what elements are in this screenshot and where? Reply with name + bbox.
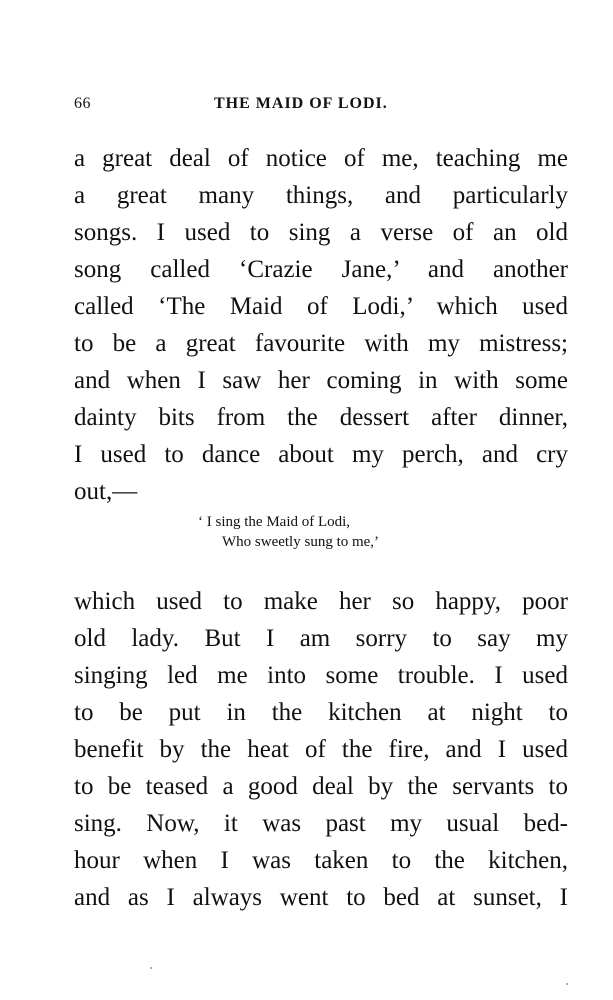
text-line: which used to make her so happy, poor [74, 588, 568, 615]
text-line: hour when I was taken to the kitchen, [74, 847, 568, 874]
running-head [74, 95, 568, 115]
verse-line: Who sweetly sung to me,’ [222, 534, 380, 550]
paragraph-1 [74, 140, 568, 510]
text-line: to be put in the kitchen at night to [74, 699, 568, 726]
verse-quotation [198, 512, 379, 552]
text-line: called ‘The Maid of Lodi,’ which used [74, 293, 568, 320]
text-line: dainty bits from the dessert after dinner, [74, 404, 568, 431]
text-line: song called ‘Crazie Jane,’ and another [74, 256, 568, 283]
paper-speck [566, 983, 568, 985]
page-number: 66 [74, 95, 91, 112]
verse-line: ‘ I sing the Maid of Lodi, [198, 514, 351, 530]
text-line: and as I always went to bed at sunset, I [74, 884, 568, 911]
text-line: I used to dance about my perch, and cry [74, 441, 568, 468]
text-line: singing led me into some trouble. I used [74, 662, 568, 689]
text-line: and when I saw her coming in with some [74, 367, 568, 394]
text-line: a great many things, and particularly [74, 182, 568, 209]
text-line: benefit by the heat of the fire, and I used [74, 736, 568, 763]
text-line: old lady. But I am sorry to say my [74, 625, 568, 652]
text-line: songs. I used to sing a verse of an old [74, 219, 568, 246]
text-line: to be teased a good deal by the servants to [74, 773, 568, 800]
text-line: out,— [74, 478, 138, 505]
paragraph-2 [74, 583, 568, 916]
text-line: sing. Now, it was past my usual bed- [74, 810, 568, 837]
text-line: a great deal of notice of me, teaching me [74, 145, 568, 172]
running-title: THE MAID OF LODI. [214, 95, 388, 112]
text-line: to be a great favourite with my mistress; [74, 330, 568, 357]
paper-speck [150, 967, 152, 969]
